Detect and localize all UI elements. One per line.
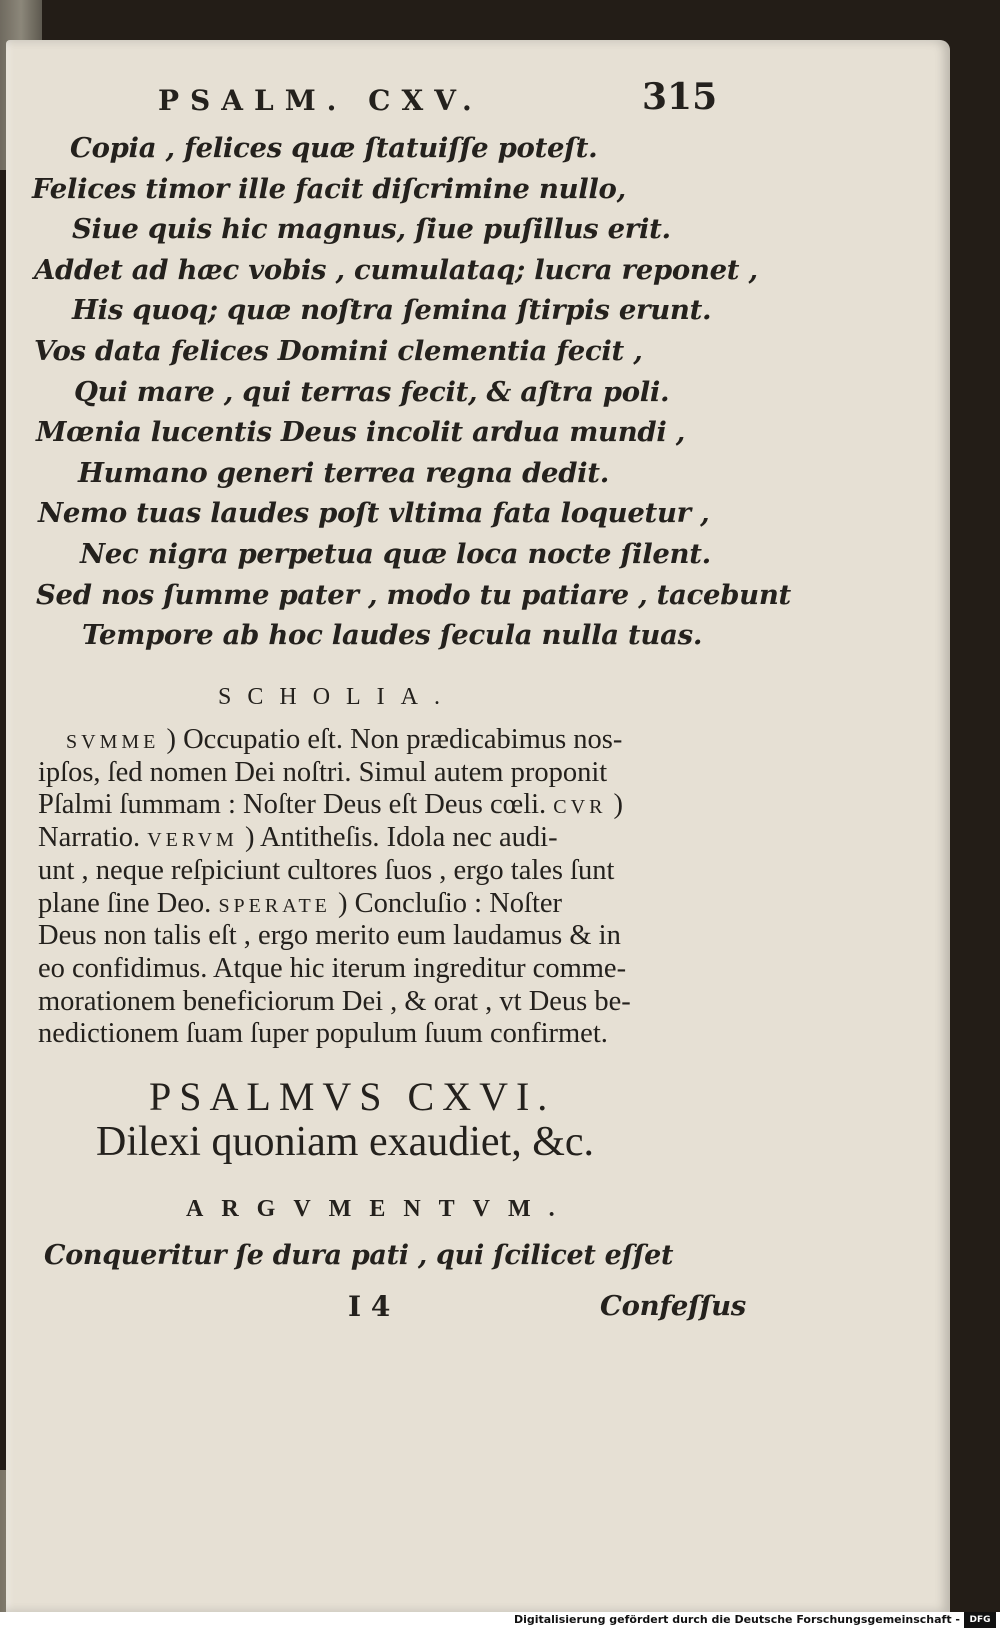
scholia-text: plane ſine Deo. bbox=[38, 887, 219, 919]
scholia-text: eo confidimus. Atque hic iterum ingreditur comme- bbox=[38, 952, 627, 984]
verse-line: Humano generi terrea regna dedit. bbox=[78, 456, 609, 489]
catchword: Confeſſus bbox=[600, 1290, 746, 1322]
verse-line: Copia , felices quæ ſtatuiſſe poteſt. bbox=[70, 132, 598, 164]
scholia-lemma: SPERATE bbox=[218, 894, 331, 917]
footer-credit: Digitalisierung gefördert durch die Deutsche Forschungsgemeinschaft - bbox=[513, 1613, 960, 1626]
verse-line: Mœnia lucentis Deus incolit ardua mundi , bbox=[36, 416, 686, 449]
signature-mark: I 4 bbox=[348, 1290, 391, 1323]
scholia-title: SCHOLIA. bbox=[218, 684, 457, 710]
scholia-text: ) Concluſio : Noſter bbox=[330, 887, 563, 919]
verse-line: Siue quis hic magnus, ſiue puſillus erit. bbox=[72, 213, 671, 246]
scholia-lemma: SVMME bbox=[66, 731, 160, 753]
scholia-text: unt , neque reſpiciunt cultores ſuos , ergo tales ſunt bbox=[38, 854, 615, 886]
dfg-logo: DFG bbox=[964, 1612, 996, 1628]
verse-line: Tempore ab hoc laudes ſecula nulla tuas. bbox=[82, 619, 703, 652]
scholia-line bbox=[38, 953, 626, 985]
scholia-text: Deus non talis eſt , ergo merito eum laudamus & in bbox=[38, 920, 621, 952]
scholia-line bbox=[38, 789, 623, 821]
scholia-text: ) Antitheſis. Idola nec audi- bbox=[237, 822, 558, 854]
scholia-line bbox=[66, 724, 622, 756]
verse-line: Nec nigra perpetua quæ loca nocte ſilent. bbox=[80, 538, 711, 570]
scholia-line bbox=[38, 920, 621, 952]
verse-line: Qui mare , qui terras fecit, & aſtra poli. bbox=[74, 375, 670, 408]
scholia-line bbox=[38, 855, 614, 887]
scholia-line bbox=[38, 986, 631, 1018]
psalm-incipit: Dilexi quoniam exaudiet, &c. bbox=[96, 1119, 595, 1165]
verse-line: Addet ad hæc vobis , cumulataq; lucra reponet , bbox=[34, 253, 758, 286]
scholia-text: Pſalmi ſummam : Noſter Deus eſt Deus cœli. bbox=[38, 789, 554, 821]
page-number: 315 bbox=[642, 76, 718, 118]
scholia-text: ipſos, ſed nomen Dei noſtri. Simul autem proponit bbox=[38, 756, 608, 788]
footer-bar bbox=[0, 1612, 1000, 1629]
verse-line: Nemo tuas laudes poſt vltima fata loquetur , bbox=[38, 497, 710, 530]
scholia-line bbox=[38, 1018, 608, 1050]
scholia-text: ) Occupatio eſt. Non prædicabimus nos- bbox=[159, 724, 623, 755]
scholia-lemma: CVR bbox=[553, 796, 607, 819]
scholia-text: Narratio. bbox=[38, 822, 148, 854]
argument-line: Conqueritur ſe dura pati , qui ſcilicet eſſet bbox=[44, 1240, 674, 1271]
scholia-line bbox=[38, 888, 562, 920]
book-page bbox=[6, 40, 950, 1612]
running-title: PSALM. CXV. bbox=[158, 84, 483, 117]
scholia-line bbox=[38, 757, 607, 789]
verse-line: His quoq; quæ noſtra ſemina ſtirpis erunt. bbox=[72, 294, 712, 327]
verse-line: Sed nos ſumme pater , modo tu patiare , tacebunt bbox=[36, 578, 791, 611]
scholia-text: ) bbox=[606, 789, 624, 821]
scholia-text: nedictionem ſuam ſuper populum ſuum confirmet. bbox=[38, 1018, 608, 1050]
scholia-lemma: VERVM bbox=[147, 829, 238, 852]
argument-title: ARGVMENTVM. bbox=[186, 1196, 573, 1222]
psalm-title: PSALMVS CXVI. bbox=[149, 1074, 556, 1119]
verse-line: Vos data felices Domini clementia fecit , bbox=[34, 335, 643, 367]
verse-line: Felices timor ille facit diſcrimine nullo, bbox=[32, 172, 626, 205]
scholia-line bbox=[38, 822, 558, 854]
scholia-text: morationem beneficiorum Dei , & orat , vt Deus be- bbox=[38, 985, 631, 1017]
